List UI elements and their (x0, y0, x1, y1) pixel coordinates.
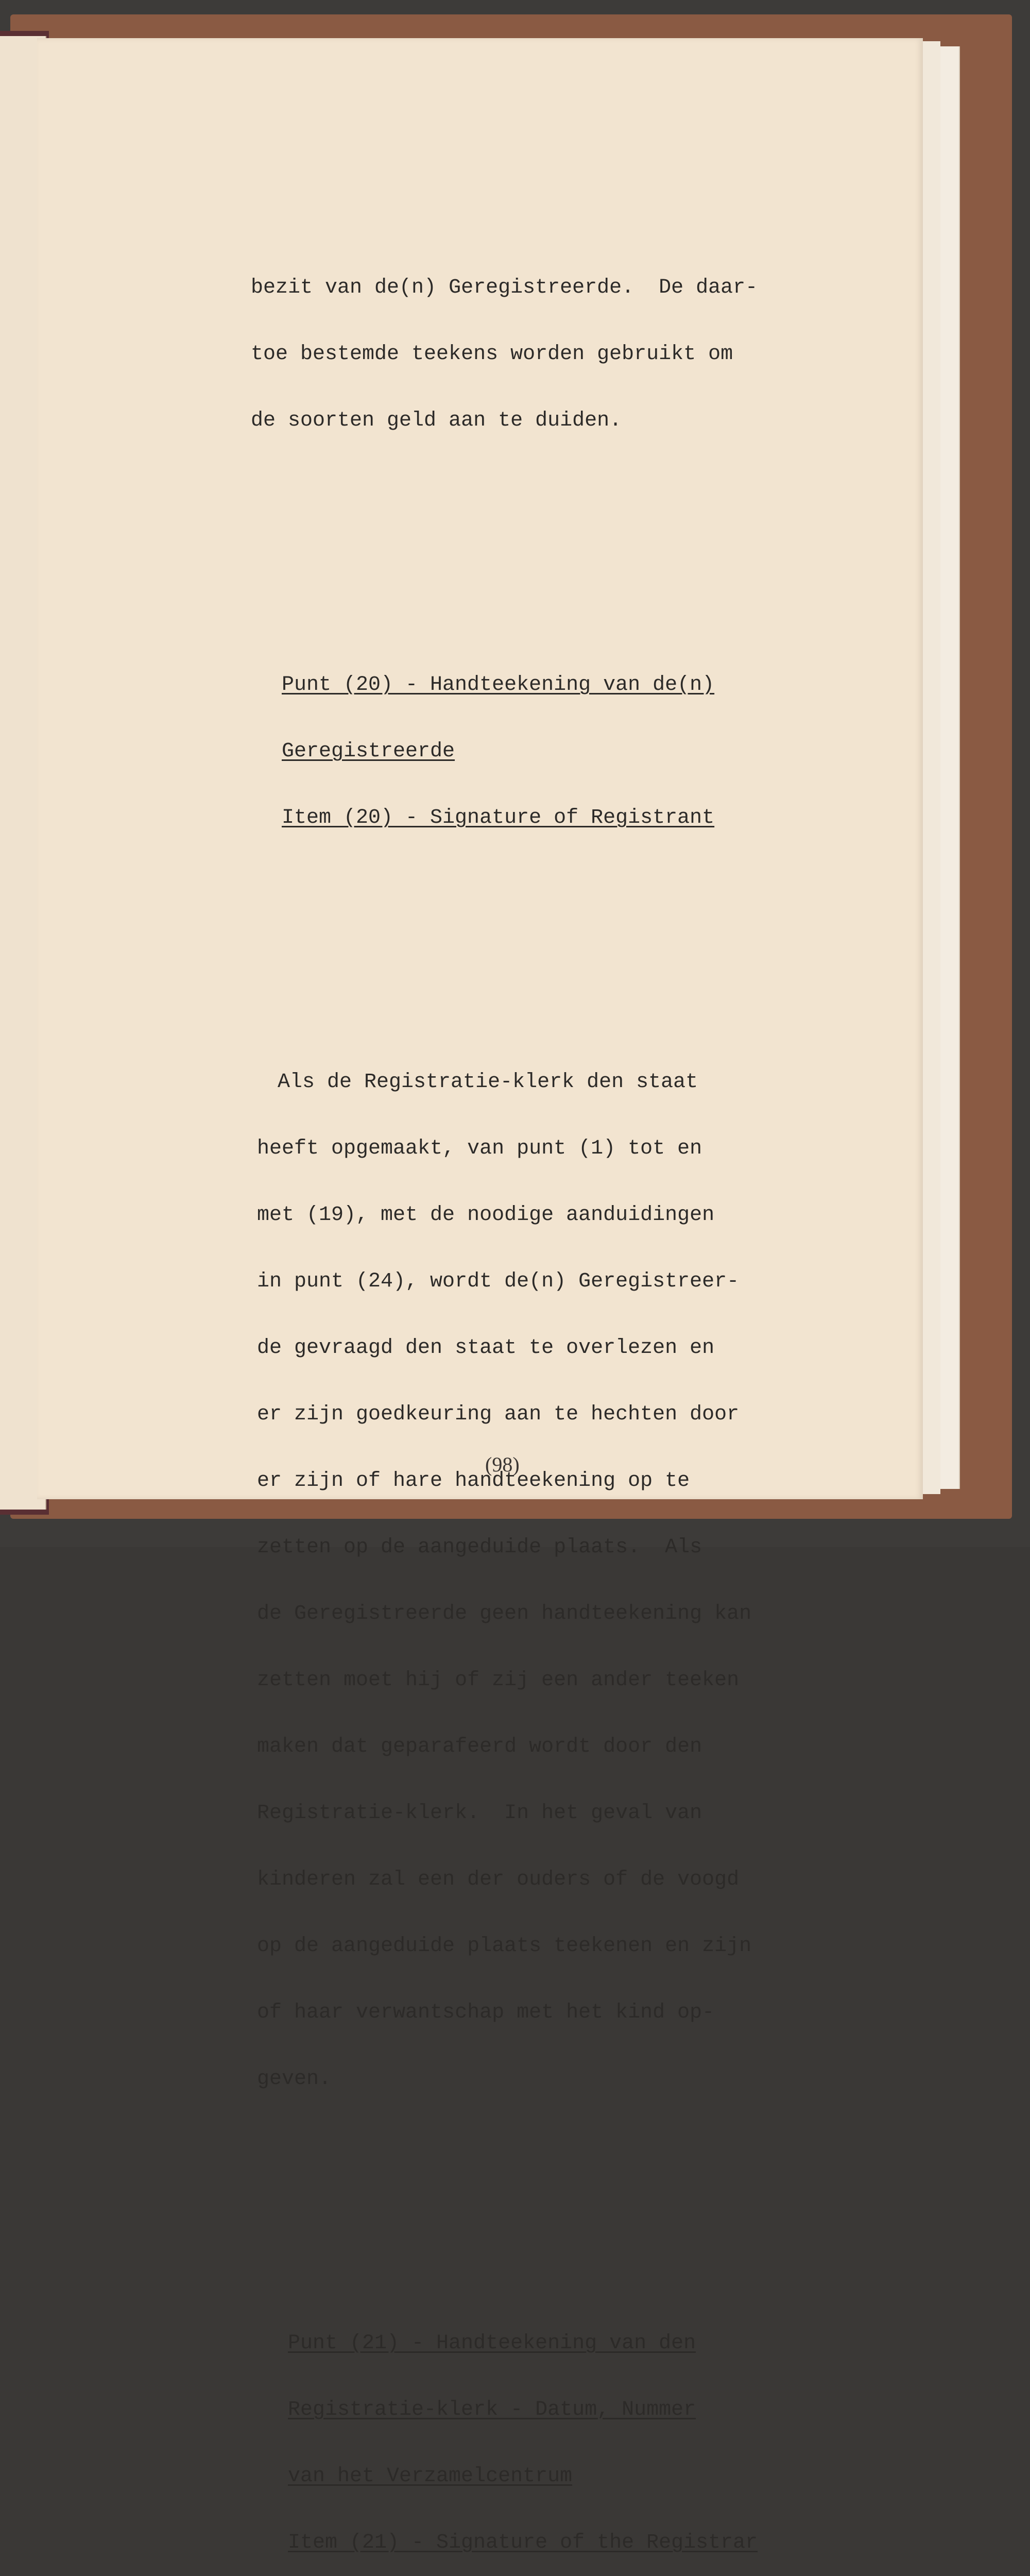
text-line: de soorten geld aan te duiden. (251, 409, 622, 432)
text-line: heeft opgemaakt, van punt (1) tot en (257, 1137, 702, 1160)
text-line: maken dat geparafeerd wordt door den (257, 1735, 702, 1758)
text-line: er zijn goedkeuring aan te hechten door (257, 1403, 740, 1426)
paragraph-item-20 (251, 1027, 869, 2134)
page-stack-edge-inner (922, 41, 940, 1494)
page-text (251, 166, 869, 2576)
text-line: op de aangeduide plaats teekenen en zijn (257, 1935, 752, 1958)
text-line: zetten moet hij of zij een ander teeken (257, 1669, 740, 1692)
text-line: de Geregistreerde geen handteekening kan (257, 1602, 752, 1625)
heading-item-21 (251, 2288, 869, 2576)
page-stack-edge (937, 46, 960, 1489)
text-line: de gevraagd den staat te overlezen en (257, 1336, 715, 1360)
heading-line: Geregistreerde (282, 740, 455, 763)
text-line: of haar verwantschap met het kind op- (257, 2001, 715, 2024)
text-line: kinderen zal een der ouders of de voogd (257, 1868, 740, 1891)
text-line: toe bestemde teekens worden gebruikt om (251, 343, 733, 366)
text-line: met (19), met de noodige aanduidingen (257, 1204, 715, 1227)
text-line: bezit van de(n) Geregistreerde. De daar- (251, 276, 758, 299)
heading-item-20 (251, 630, 869, 873)
heading-line: Punt (20) - Handteekening van de(n) (282, 673, 715, 697)
heading-line: Punt (21) - Handteekening van den (288, 2332, 696, 2355)
text-line: in punt (24), wordt de(n) Geregistreer- (257, 1270, 740, 1293)
heading-line: Item (20) - Signature of Registrant (282, 806, 715, 829)
paragraph-intro (251, 232, 869, 476)
text-line: geven. (257, 2067, 332, 2091)
book-page (37, 38, 923, 2554)
heading-line: Item (21) - Signature of the Registrar (288, 2531, 758, 2554)
heading-line: Registratie-klerk - Datum, Nummer (288, 2398, 696, 2421)
text-line: Registratie-klerk. In het geval van (257, 1802, 702, 1825)
text-line: er zijn of hare handteekening op te (257, 1469, 690, 1493)
page-number: (98) (485, 1453, 520, 1476)
text-line: Als de Registratie-klerk den staat (278, 1071, 698, 1094)
heading-line: van het Verzamelcentrum (288, 2465, 573, 2488)
text-line: zetten op de aangeduide plaats. Als (257, 1536, 702, 1559)
